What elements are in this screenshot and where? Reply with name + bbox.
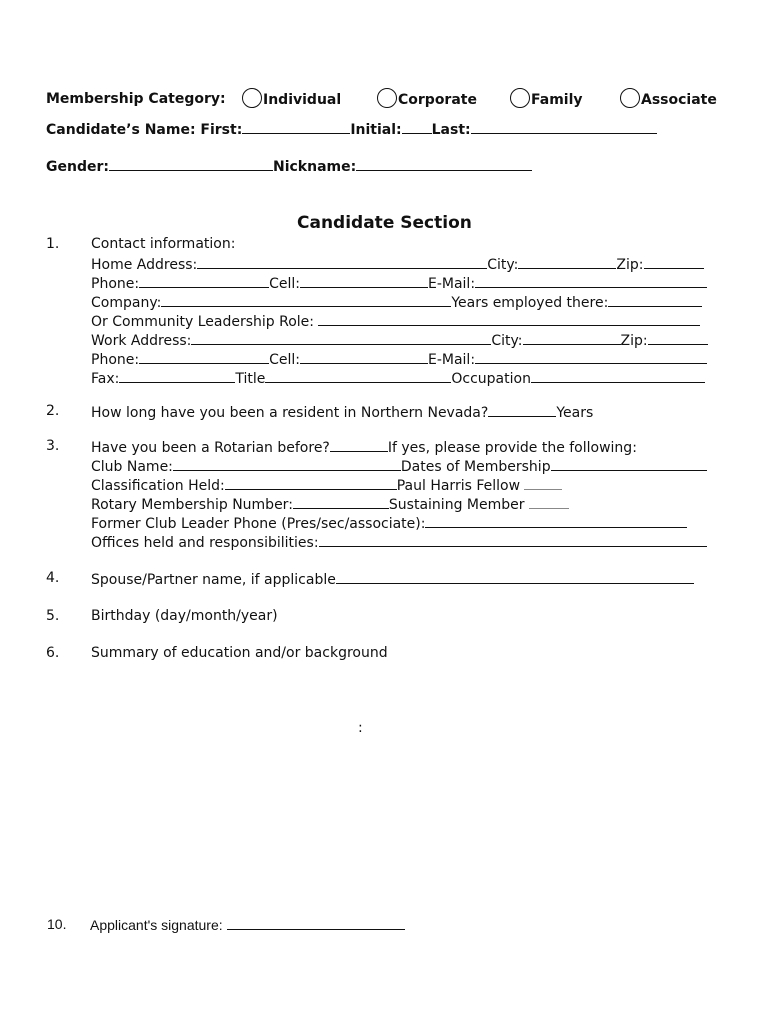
option-family-label: Family — [531, 92, 583, 108]
company-field[interactable] — [161, 293, 451, 307]
work-cell-label: Cell: — [269, 352, 300, 368]
phone-label: Phone: — [91, 276, 140, 292]
resident-years-field[interactable] — [488, 403, 556, 417]
spouse-field[interactable] — [336, 570, 694, 584]
community-role-row — [91, 312, 700, 330]
work-zip-label: Zip: — [620, 333, 648, 349]
offices-label: Offices held and responsibilities: — [91, 535, 319, 551]
title-field[interactable] — [265, 369, 451, 383]
rotarian-field[interactable] — [330, 438, 388, 452]
classification-label: Classification Held: — [91, 478, 225, 494]
rotary-number-row — [91, 495, 569, 513]
resident-question: How long have you been a resident in Northern Nevada? — [91, 405, 489, 421]
sustaining-field[interactable] — [529, 495, 569, 509]
work-phone-field[interactable] — [139, 350, 269, 364]
signature-row — [90, 916, 405, 933]
sustaining-label: Sustaining Member — [388, 497, 529, 513]
offices-row — [91, 533, 707, 551]
work-zip-field[interactable] — [648, 331, 708, 345]
work-city-label: City: — [491, 333, 523, 349]
first-name-field[interactable] — [242, 119, 350, 134]
company-label: Company: — [91, 295, 162, 311]
last-name-field[interactable] — [471, 119, 657, 134]
paul-harris-field[interactable] — [524, 476, 562, 490]
offices-field[interactable] — [319, 533, 707, 547]
occupation-field[interactable] — [531, 369, 705, 383]
option-corporate-label: Corporate — [398, 92, 477, 108]
radio-individual[interactable] — [242, 88, 262, 108]
title-label: Title — [235, 371, 266, 387]
work-city-field[interactable] — [523, 331, 621, 345]
radio-associate[interactable] — [620, 88, 640, 108]
membership-category-label: Membership Category: — [46, 91, 226, 107]
rotarian-row — [91, 438, 637, 456]
years-label: Years — [556, 405, 594, 421]
email-label: E-Mail: — [427, 276, 476, 292]
work-address-label: Work Address: — [91, 333, 192, 349]
option-family[interactable] — [510, 90, 583, 110]
signature-label: Applicant's signature: — [90, 917, 227, 933]
item-number-10: 10. — [47, 916, 67, 932]
former-leader-label: Former Club Leader Phone (Pres/sec/associate): — [91, 516, 426, 532]
classification-row — [91, 476, 562, 494]
spouse-label: Spouse/Partner name, if applicable — [91, 572, 336, 588]
email-field[interactable] — [475, 274, 707, 288]
club-name-field[interactable] — [173, 457, 401, 471]
dates-membership-label: Dates of Membership — [400, 459, 551, 475]
resident-row — [91, 403, 593, 421]
gender-nickname-row — [46, 156, 532, 175]
cell-field[interactable] — [300, 274, 428, 288]
if-yes-label: If yes, please provide the following: — [387, 440, 637, 456]
last-name-label: Last: — [431, 122, 471, 138]
birthday-label: Birthday (day/month/year) — [91, 608, 278, 624]
signature-field[interactable] — [227, 916, 405, 930]
paul-harris-label: Paul Harris Fellow — [396, 478, 525, 494]
zip-field[interactable] — [644, 255, 704, 269]
radio-family[interactable] — [510, 88, 530, 108]
item-number-4: 4. — [46, 570, 60, 586]
fax-row — [91, 369, 705, 387]
summary-label: Summary of education and/or background — [91, 645, 388, 661]
cell-label: Cell: — [269, 276, 300, 292]
years-employed-field[interactable] — [608, 293, 702, 307]
item-number-1: 1. — [46, 236, 60, 252]
section-title: Candidate Section — [297, 213, 472, 233]
fax-field[interactable] — [119, 369, 235, 383]
initial-label: Initial: — [350, 122, 402, 138]
nickname-field[interactable] — [356, 156, 532, 171]
initial-field[interactable] — [402, 119, 432, 134]
stray-colon: : — [358, 720, 363, 736]
option-individual-label: Individual — [263, 92, 342, 108]
fax-label: Fax: — [91, 371, 120, 387]
community-role-label: Or Community Leadership Role: — [91, 314, 319, 330]
home-address-label: Home Address: — [91, 257, 198, 273]
membership-category-row — [46, 91, 226, 107]
item-number-3: 3. — [46, 438, 60, 454]
years-employed-label: Years employed there: — [451, 295, 609, 311]
option-corporate[interactable] — [377, 90, 477, 110]
item-number-5: 5. — [46, 608, 60, 624]
radio-corporate[interactable] — [377, 88, 397, 108]
work-email-field[interactable] — [475, 350, 707, 364]
work-address-field[interactable] — [191, 331, 491, 345]
company-row — [91, 293, 702, 311]
work-address-row — [91, 331, 708, 349]
contact-title: Contact information: — [91, 236, 236, 252]
item-number-6: 6. — [46, 645, 60, 661]
former-leader-field[interactable] — [425, 514, 687, 528]
work-email-label: E-Mail: — [427, 352, 476, 368]
city-field[interactable] — [518, 255, 616, 269]
community-role-field[interactable] — [318, 312, 700, 326]
gender-label: Gender: — [46, 159, 109, 175]
option-associate[interactable] — [620, 90, 717, 110]
rotarian-question: Have you been a Rotarian before? — [91, 440, 330, 456]
first-name-label: Candidate’s Name: First: — [46, 122, 243, 138]
home-address-field[interactable] — [197, 255, 487, 269]
rotary-number-label: Rotary Membership Number: — [91, 497, 293, 513]
candidate-name-row — [46, 119, 657, 138]
option-individual[interactable] — [242, 90, 341, 110]
item-number-2: 2. — [46, 403, 60, 419]
gender-field[interactable] — [109, 156, 273, 171]
home-address-row — [91, 255, 704, 273]
rotary-number-field[interactable] — [293, 495, 389, 509]
spouse-row — [91, 570, 694, 588]
work-cell-field[interactable] — [300, 350, 428, 364]
zip-label: Zip: — [616, 257, 644, 273]
work-phone-row — [91, 350, 707, 368]
club-name-label: Club Name: — [91, 459, 173, 475]
city-label: City: — [487, 257, 519, 273]
occupation-label: Occupation — [451, 371, 531, 387]
option-associate-label: Associate — [641, 92, 717, 108]
former-leader-row — [91, 514, 687, 532]
dates-membership-field[interactable] — [551, 457, 707, 471]
nickname-label: Nickname: — [272, 159, 357, 175]
classification-field[interactable] — [225, 476, 397, 490]
phone-row — [91, 274, 707, 292]
phone-field[interactable] — [139, 274, 269, 288]
work-phone-label: Phone: — [91, 352, 140, 368]
club-name-row — [91, 457, 707, 475]
